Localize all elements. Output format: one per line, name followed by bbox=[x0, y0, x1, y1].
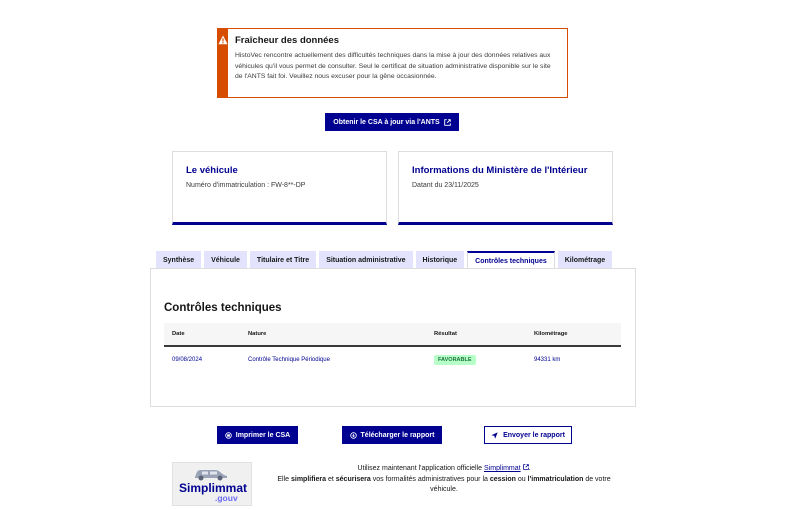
tab-panel bbox=[150, 268, 636, 407]
external-link-icon bbox=[444, 119, 451, 126]
logo-word: Simplimmat bbox=[179, 481, 248, 495]
cell-result bbox=[434, 355, 534, 365]
send-report-label: Envoyer le rapport bbox=[503, 431, 565, 439]
column-header: Résultat bbox=[434, 331, 457, 337]
print-csa-button[interactable] bbox=[217, 426, 298, 444]
send-icon bbox=[491, 432, 498, 439]
tab-synthese[interactable]: Synthèse bbox=[156, 251, 201, 269]
tab-vehicule[interactable]: Véhicule bbox=[204, 251, 247, 269]
promo-text: Elle bbox=[277, 475, 290, 483]
simplimmat-logo bbox=[172, 462, 252, 506]
column-header: Kilométrage bbox=[534, 331, 568, 337]
promo-text: vos formalités administratives pour la bbox=[372, 475, 488, 483]
promo-text: . bbox=[528, 465, 531, 472]
download-icon bbox=[350, 432, 357, 439]
alert-bar bbox=[218, 29, 228, 97]
tab-controles-techniques[interactable]: Contrôles techniques bbox=[467, 251, 555, 269]
tab-titulaire[interactable]: Titulaire et Titre bbox=[250, 251, 316, 269]
simplimmat-promo bbox=[264, 464, 624, 496]
table-header bbox=[164, 323, 621, 347]
promo-bold: cession bbox=[489, 475, 516, 483]
tab-list bbox=[156, 251, 612, 269]
inspections-table bbox=[164, 323, 621, 373]
cell-date: 09/08/2024 bbox=[172, 357, 203, 363]
vehicle-card-title: Le véhicule bbox=[186, 165, 238, 176]
logo-sub: .gouv bbox=[215, 493, 238, 503]
print-csa-label: Imprimer le CSA bbox=[235, 431, 291, 439]
vehicle-registration: Numéro d'immatriculation : FW-8**-DP bbox=[186, 182, 306, 189]
get-csa-label: Obtenir le CSA à jour via l'ANTS bbox=[333, 118, 440, 126]
printer-icon bbox=[225, 432, 232, 439]
tab-historique[interactable]: Historique bbox=[416, 251, 465, 269]
column-header: Nature bbox=[248, 331, 267, 337]
cell-mileage: 94331 km bbox=[534, 357, 561, 363]
download-report-button[interactable] bbox=[342, 426, 442, 444]
ministry-date: Datant du 23/11/2025 bbox=[412, 182, 479, 189]
promo-bold: simplifiera bbox=[291, 475, 327, 483]
tab-situation-administrative[interactable]: Situation administrative bbox=[319, 251, 412, 269]
panel-title: Contrôles techniques bbox=[164, 302, 282, 314]
table-row bbox=[164, 347, 621, 373]
send-report-button[interactable] bbox=[484, 426, 572, 444]
promo-text: et bbox=[327, 475, 334, 483]
warning-icon bbox=[218, 35, 228, 45]
ministry-card bbox=[398, 151, 613, 225]
promo-bold: sécurisera bbox=[335, 475, 371, 483]
data-freshness-alert bbox=[217, 28, 568, 98]
simplimmat-link[interactable]: Simplimmat bbox=[484, 465, 521, 472]
promo-text: de votre véhicule. bbox=[430, 475, 611, 493]
promo-bold: l'immatriculation bbox=[527, 475, 584, 483]
car-icon bbox=[189, 467, 231, 481]
vehicle-card bbox=[172, 151, 387, 225]
result-badge: FAVORABLE bbox=[434, 355, 476, 365]
column-header: Date bbox=[172, 331, 185, 337]
tab-kilometrage[interactable]: Kilométrage bbox=[558, 251, 612, 269]
promo-text: ou bbox=[517, 475, 526, 483]
alert-title: Fraîcheur des données bbox=[235, 35, 340, 46]
ministry-card-title: Informations du Ministère de l'Intérieur bbox=[412, 165, 588, 176]
get-csa-button[interactable] bbox=[325, 113, 459, 131]
download-report-label: Télécharger le rapport bbox=[360, 431, 435, 439]
cell-nature: Contrôle Technique Périodique bbox=[248, 357, 330, 363]
promo-text: Utilisez maintenant l'application officielle bbox=[357, 465, 483, 472]
alert-text: HistoVec rencontre actuellement des difficultés techniques dans la mise à jour des données relatives aux véhicules qu'il vous permet de consulter. Seul le certificat de situation administrative disponible sur le site de l'ANTS fait foi. Veuillez nous excuser pour la gêne occasionnée. bbox=[235, 52, 551, 80]
